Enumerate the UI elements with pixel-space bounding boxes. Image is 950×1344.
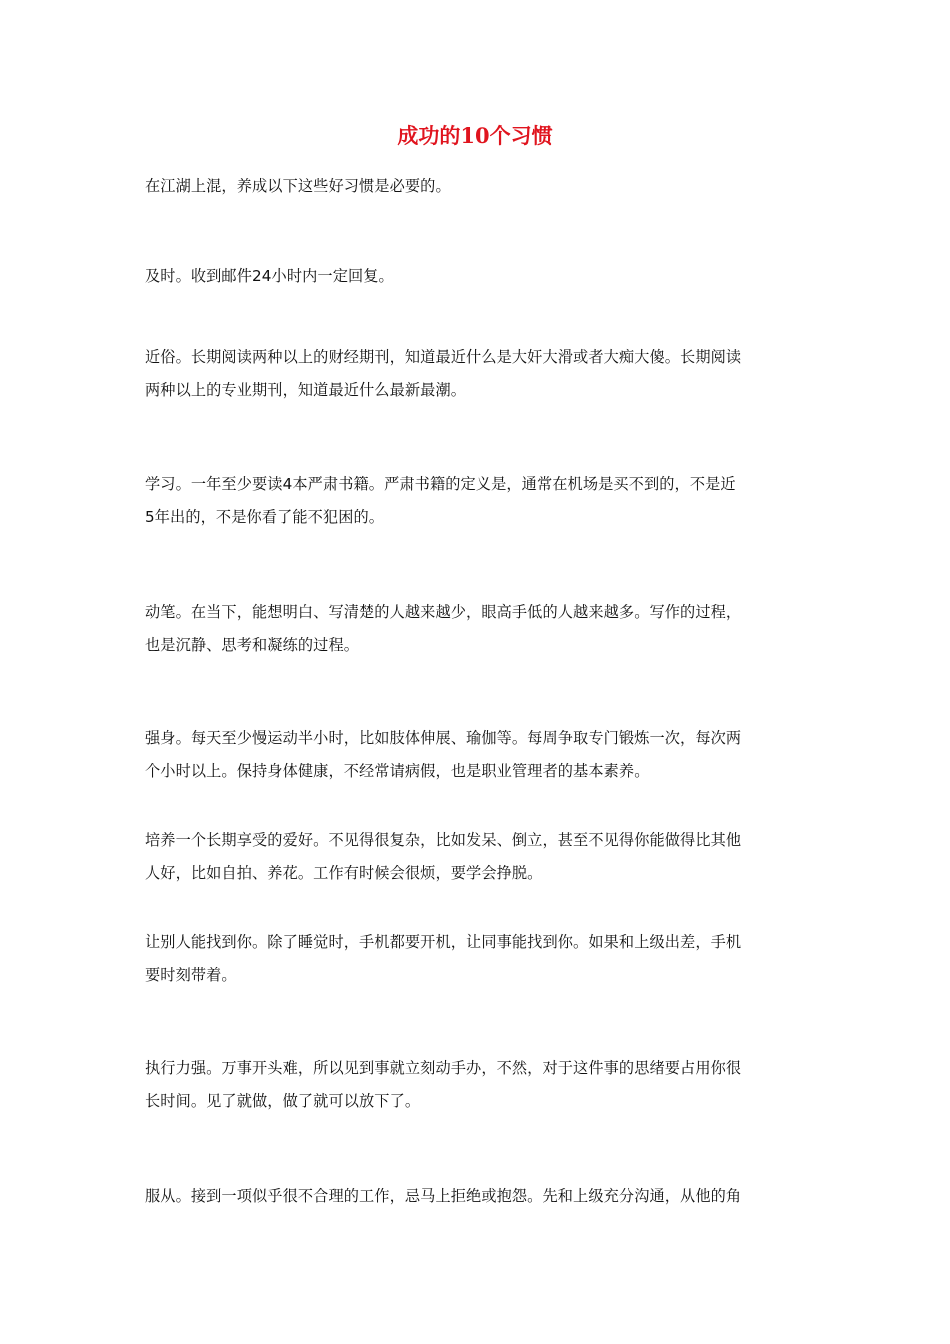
paragraph-writing <box>145 596 809 662</box>
paragraph-line: 也是沉静、思考和凝练的过程。 <box>145 636 360 654</box>
paragraph-line: 执行力强。万事开头难，所以见到事就立刻动手办，不然，对于这件事的思绪要占用你很 <box>145 1059 742 1077</box>
paragraph-line: 5年出的，不是你看了能不犯困的。 <box>145 508 385 526</box>
paragraph-line: 强身。每天至少慢运动半小时，比如肢体伸展、瑜伽等。每周争取专门锻炼一次，每次两 <box>145 729 742 747</box>
paragraph-exercise <box>145 722 809 788</box>
paragraph-line: 两种以上的专业期刊，知道最近什么最新最潮。 <box>145 381 467 399</box>
paragraph-line: 学习。一年至少要读4本严肃书籍。严肃书籍的定义是，通常在机场是买不到的，不是近 <box>145 475 736 493</box>
intro-paragraph <box>145 170 809 203</box>
paragraph-execution <box>145 1052 809 1118</box>
paragraph-line: 长时间。见了就做，做了就可以放下了。 <box>145 1092 421 1110</box>
paragraph-learning <box>145 468 809 534</box>
paragraph-hobby <box>145 824 809 890</box>
paragraph-line: 在江湖上混，养成以下这些好习惯是必要的。 <box>145 177 451 195</box>
paragraph-obedience <box>145 1180 809 1213</box>
paragraph-reachable <box>145 926 809 992</box>
paragraph-line: 服从。接到一项似乎很不合理的工作，忌马上拒绝或抱怨。先和上级充分沟通，从他的角 <box>145 1187 742 1205</box>
paragraph-line: 人好，比如自拍、养花。工作有时候会很烦，要学会挣脱。 <box>145 864 543 882</box>
paragraph-line: 及时。收到邮件24小时内一定回复。 <box>145 267 394 285</box>
paragraph-line: 动笔。在当下，能想明白、写清楚的人越来越少，眼高手低的人越来越多。写作的过程， <box>145 603 742 621</box>
paragraph-reading <box>145 341 809 407</box>
paragraph-line: 要时刻带着。 <box>145 966 237 984</box>
paragraph-timely <box>145 260 809 293</box>
paragraph-line: 让别人能找到你。除了睡觉时，手机都要开机，让同事能找到你。如果和上级出差，手机 <box>145 933 742 951</box>
paragraph-line: 培养一个长期享受的爱好。不见得很复杂，比如发呆、倒立，甚至不见得你能做得比其他 <box>145 831 742 849</box>
paragraph-line: 个小时以上。保持身体健康，不经常请病假，也是职业管理者的基本素养。 <box>145 762 650 780</box>
document-title: 成功的10个习惯 <box>397 123 553 148</box>
paragraph-line: 近俗。长期阅读两种以上的财经期刊，知道最近什么是大奸大滑或者大痴大傻。长期阅读 <box>145 348 742 366</box>
